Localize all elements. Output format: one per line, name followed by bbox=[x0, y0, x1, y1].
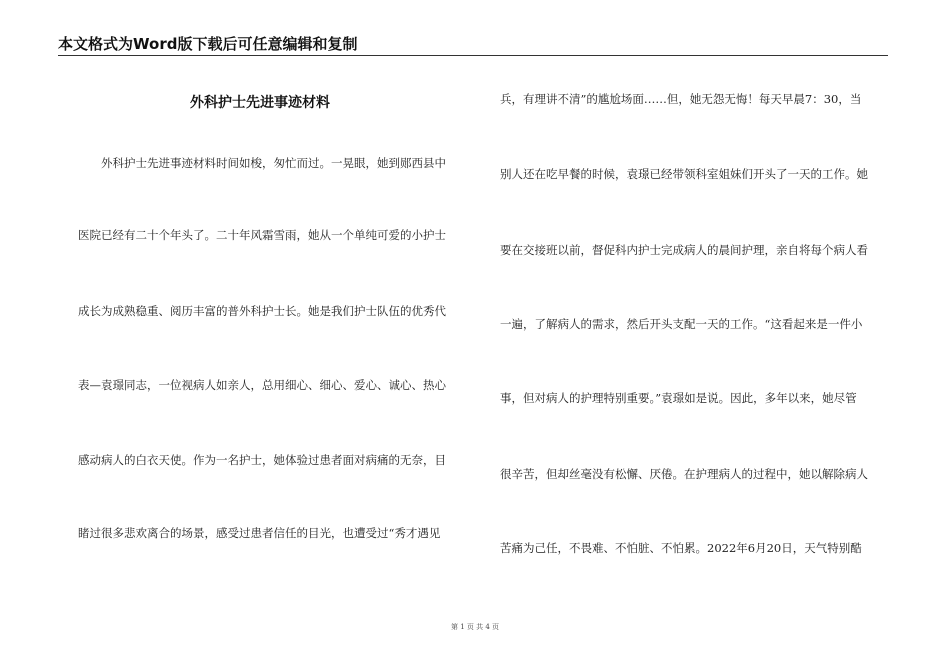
paragraph-line: 很辛苦，但却丝毫没有松懈、厌倦。在护理病人的过程中，她以解除病人 bbox=[500, 467, 868, 481]
paragraph-line: 苦痛为己任，不畏难、不怕脏、不怕累。2022年6月20日，天气特别酷 bbox=[500, 541, 862, 555]
header-divider bbox=[58, 55, 888, 56]
paragraph-line: 感动病人的白衣天使。作为一名护士，她体验过患者面对病痛的无奈，目 bbox=[78, 453, 446, 467]
paragraph-line: 外科护士先进事迹材料时间如梭，匆忙而过。一晃眼，她到郧西县中 bbox=[78, 156, 446, 170]
paragraph-line: 兵，有理讲不清”的尴尬场面……但，她无怨无悔！每天早晨7：30，当 bbox=[500, 92, 862, 106]
paragraph-line: 一遍，了解病人的需求，然后开头支配一天的工作。“这看起来是一件小 bbox=[500, 317, 863, 331]
paragraph-line: 要在交接班以前，督促科内护士完成病人的晨间护理，亲自将每个病人看 bbox=[500, 243, 868, 257]
page-number-footer: 第 1 页 共 4 页 bbox=[450, 623, 500, 631]
paragraph-line: 别人还在吃早餐的时候，袁璟已经带领科室姐妹们开头了一天的工作。她 bbox=[500, 167, 868, 181]
header-banner: 本文格式为Word版下载后可任意编辑和复制 bbox=[58, 35, 358, 53]
paragraph-line: 事，但对病人的护理特别重要。”袁璟如是说。因此，多年以来，她尽管 bbox=[500, 391, 857, 405]
paragraph-line: 医院已经有二十个年头了。二十年风霜雪雨，她从一个单纯可爱的小护士 bbox=[78, 228, 446, 242]
paragraph-line: 表—袁璟同志，一位视病人如亲人，总用细心、细心、爱心、诚心、热心 bbox=[78, 378, 446, 392]
paragraph-line: 睹过很多悲欢离合的场景，感受过患者信任的目光，也遭受过“秀才遇见 bbox=[78, 526, 441, 540]
document-title: 外科护士先进事迹材料 bbox=[190, 95, 330, 111]
paragraph-line: 成长为成熟稳重、阅历丰富的普外科护士长。她是我们护士队伍的优秀代 bbox=[78, 304, 446, 318]
